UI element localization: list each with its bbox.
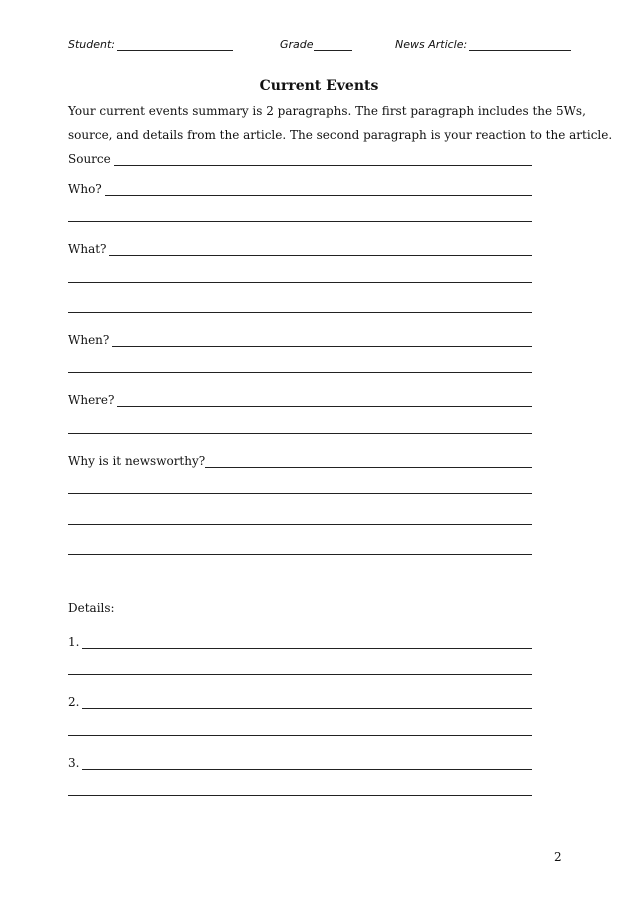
why-blank-line-3[interactable] xyxy=(68,554,532,555)
why-label: Why is it newsworthy? xyxy=(68,454,206,468)
student-field[interactable] xyxy=(68,38,233,51)
news-article-field[interactable] xyxy=(395,38,571,51)
intro-line-2: source, and details from the article. The second paragraph is your reaction to the article. xyxy=(68,128,613,142)
why-row[interactable] xyxy=(68,450,532,468)
what-label: What? xyxy=(68,242,107,256)
detail-1-blank-line[interactable] xyxy=(68,674,532,675)
when-label: When? xyxy=(68,333,110,347)
what-blank-line-2[interactable] xyxy=(68,312,532,313)
source-line[interactable] xyxy=(114,153,532,166)
news-article-label: News Article: xyxy=(395,38,468,51)
grade-field[interactable] xyxy=(280,38,352,51)
who-blank-line[interactable] xyxy=(68,221,532,222)
when-line[interactable] xyxy=(112,334,532,347)
header-row xyxy=(68,38,562,54)
where-line[interactable] xyxy=(117,394,532,407)
detail-1-row[interactable] xyxy=(68,631,532,649)
detail-2-line[interactable] xyxy=(82,696,532,709)
where-label: Where? xyxy=(68,393,115,407)
source-label: Source xyxy=(68,152,111,166)
detail-1-label: 1. xyxy=(68,635,80,649)
news-article-line[interactable] xyxy=(469,39,571,51)
detail-3-line[interactable] xyxy=(82,757,532,770)
detail-3-row[interactable] xyxy=(68,752,532,770)
why-blank-line-1[interactable] xyxy=(68,493,532,494)
detail-1-line[interactable] xyxy=(82,636,532,649)
who-row[interactable] xyxy=(68,178,532,196)
detail-3-label: 3. xyxy=(68,756,80,770)
when-blank-line[interactable] xyxy=(68,372,532,373)
where-blank-line[interactable] xyxy=(68,433,532,434)
what-line[interactable] xyxy=(109,243,532,256)
what-blank-line-1[interactable] xyxy=(68,282,532,283)
detail-2-row[interactable] xyxy=(68,691,532,709)
who-line[interactable] xyxy=(105,183,532,196)
why-line[interactable] xyxy=(205,455,532,468)
page-number: 2 xyxy=(554,850,562,864)
grade-line[interactable] xyxy=(314,39,352,51)
source-row[interactable] xyxy=(68,148,532,166)
when-row[interactable] xyxy=(68,329,532,347)
grade-label: Grade xyxy=(280,38,314,51)
why-blank-line-2[interactable] xyxy=(68,524,532,525)
student-line[interactable] xyxy=(117,39,233,51)
student-label: Student: xyxy=(68,38,116,51)
intro-line-1: Your current events summary is 2 paragraphs. The first paragraph includes the 5Ws, xyxy=(68,104,586,118)
who-label: Who? xyxy=(68,182,102,196)
what-row[interactable] xyxy=(68,238,532,256)
detail-2-label: 2. xyxy=(68,695,80,709)
page-title: Current Events xyxy=(259,78,379,94)
detail-2-blank-line[interactable] xyxy=(68,735,532,736)
detail-3-blank-line[interactable] xyxy=(68,795,532,796)
where-row[interactable] xyxy=(68,389,532,407)
details-label: Details: xyxy=(68,601,115,615)
